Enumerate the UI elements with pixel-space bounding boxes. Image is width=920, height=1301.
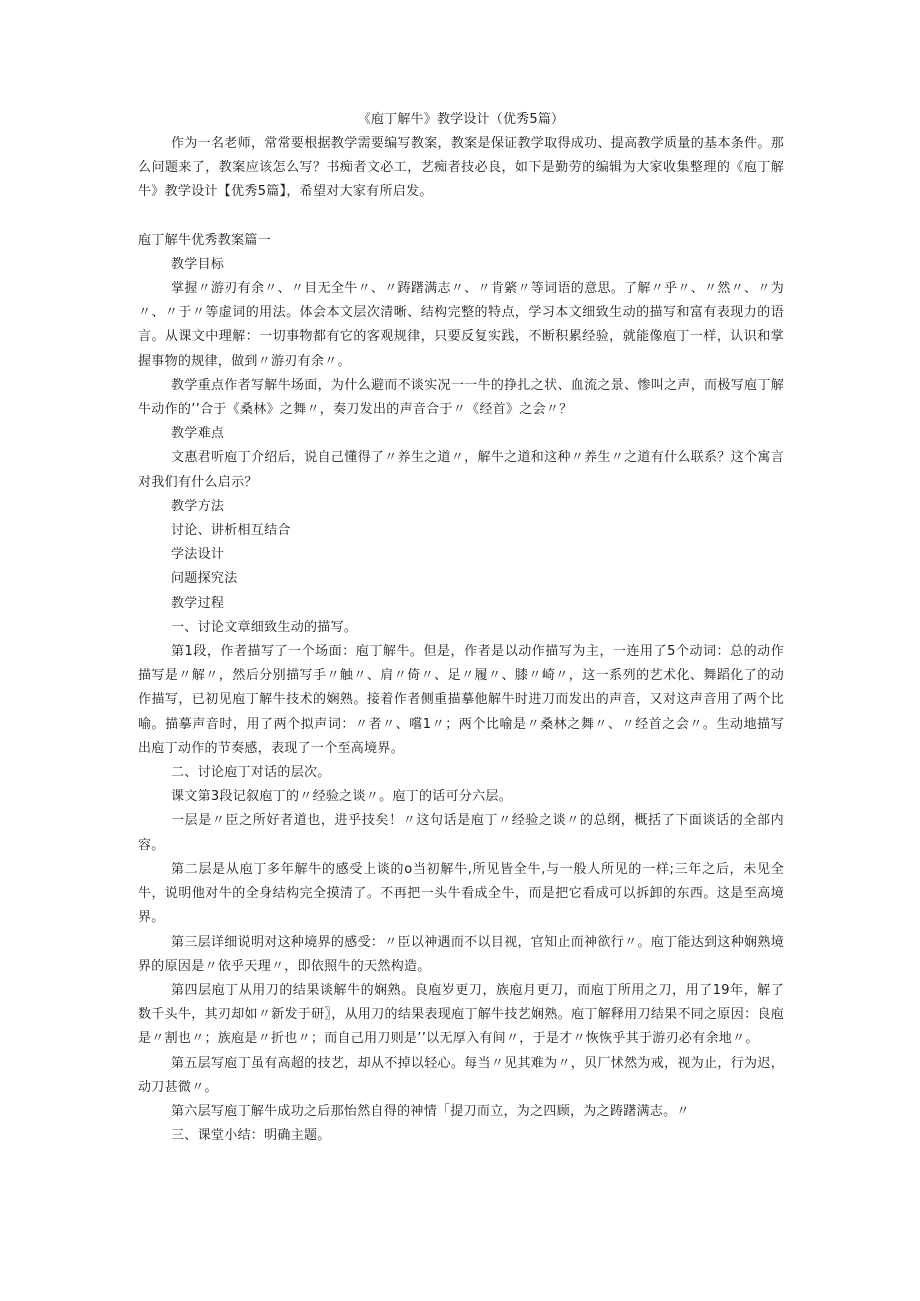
- intro-paragraph: 作为一名老师，常常要根据教学需要编写教案，教案是保证教学取得成功、提高教学质量的基本条件。那么问题来了，教案应该怎么写？书痴者文必工，艺痴者技必良，如下是勤劳的编辑为大家收集整理的《庖丁解牛》教学设计【优秀5篇】，希望对大家有所启发。: [138, 136, 784, 200]
- key-points-paragraph: 教学重点作者写解牛场面，为什么避而不谈实况一一牛的挣扎之状、血流之景、惨叫之声，而极写庖丁解牛动作的’’合于《桑林》之舞〃，奏刀发出的声音合于〃《经首》之会〃？: [138, 377, 784, 418]
- layer3-paragraph: 第三层详细说明对这种境界的感受：〃臣以神遇而不以目视，官知止而神欲行〃。庖丁能达到这种娴熟境界的原因是〃依乎天理〃，即依照牛的天然构造。: [138, 934, 784, 974]
- goals-paragraph: 掌握〃游刃有余〃、〃目无全牛〃、〃踌躇满志〃、〃肯綮〃等词语的意思。了解〃乎〃、〃然〃、〃为〃、〃于〃等虚词的用法。体会本文层次清晰、结构完整的特点，学习本文细致生动的描写和富有表现力的语言。从课文中理解：一切事物都有它的客观规律，只要反复实践，不断积累经验，就能像庖丁一样，认识和掌握事物的规律，做到〃游刃有余〃。: [138, 281, 784, 369]
- layer5-paragraph: 第五层写庖丁虽有高超的技艺，却从不掉以轻心。每当〃见其难为〃，贝厂怵然为戒，视为止，行为迟，动刀甚微〃。: [138, 1055, 784, 1095]
- heading-difficulty: 教学难点: [171, 426, 225, 442]
- method-text: 讨论、讲析相互结合: [171, 523, 291, 539]
- document-page: [138, 108, 784, 1148]
- document-title: 《庖丁解牛》教学设计（优秀5篇）: [357, 112, 565, 127]
- layer1-paragraph: 一层是〃臣之所好者道也，进乎技矣！〃这句话是庖丁〃经验之谈〃的总纲，概括了下面谈话的全部内容。: [138, 813, 784, 853]
- section-title: 庖丁解牛优秀教案篇一: [138, 232, 272, 248]
- heading-study: 学法设计: [171, 547, 225, 563]
- layer6-paragraph: 第六层写庖丁解牛成功之后那怡然自得的神情「提刀而立，为之四顾，为之踌躇满志。〃: [171, 1103, 690, 1119]
- heading-method: 教学方法: [171, 498, 225, 514]
- heading-process: 教学过程: [171, 595, 225, 611]
- heading-goals: 教学目标: [171, 256, 225, 272]
- layer4-paragraph: 第四层庖丁从用刀的结果谈解牛的娴熟。良庖岁更刀，族庖月更刀，而庖丁所用之刀，用了19年，解了数千头牛，其刃却如〃新发于研〗，从用刀的结果表现庖丁解牛技艺娴熟。庖丁解释用刀结果不同之原因：良庖是〃割也〃；族庖是〃折也〃；而自己用刀则是’’以无厚入有间〃，于是才〃恢恢乎其于游刃必有余地〃。: [138, 982, 784, 1047]
- layer2-paragraph: 第二层是从庖丁多年解牛的感受上谈的o当初解牛,所见皆全牛,与一般人所见的一样;三年之后，未见全牛，说明他对牛的全身结构完全摸清了。不再把一头牛看成全牛，而是把它看成可以拆卸的东西。这是至高境界。: [138, 861, 784, 926]
- study-text: 问题探究法: [171, 571, 238, 587]
- blank-line: [138, 205, 784, 229]
- step1-paragraph: 第1段，作者描写了一个场面：庖丁解牛。但是，作者是以动作描写为主，一连用了5个动词：总的动作描写是〃解〃，然后分别描写手〃触〃、肩〃倚〃、足〃履〃、膝〃崎〃，这一系列的艺术化、舞蹈化了的动作描写，已初见庖丁解牛技术的娴熟。接着作者侧重描摹他解牛时进刀而发出的声音，又对这声音用了两个比喻。描摹声音时，用了两个拟声词：〃者〃、嚐1〃；两个比喻是〃桑林之舞〃、〃经首之会〃。生动地描写出庖丁动作的节奏感，表现了一个至高境界。: [138, 644, 784, 756]
- step1-title: 一、讨论文章细致生动的描写。: [171, 619, 358, 635]
- step2-intro: 课文第3段记叙庖丁的〃经验之谈〃。庖丁的话可分六层。: [171, 789, 513, 805]
- step3-title: 三、课堂小结：明确主题。: [171, 1128, 331, 1144]
- step2-title: 二、讨论庖丁对话的层次。: [171, 765, 331, 781]
- difficulty-paragraph: 文惠君听庖丁介绍后，说自己懂得了〃养生之道〃，解牛之道和这种〃养生〃之道有什么联系？这个寓言对我们有什么启示？: [138, 450, 784, 490]
